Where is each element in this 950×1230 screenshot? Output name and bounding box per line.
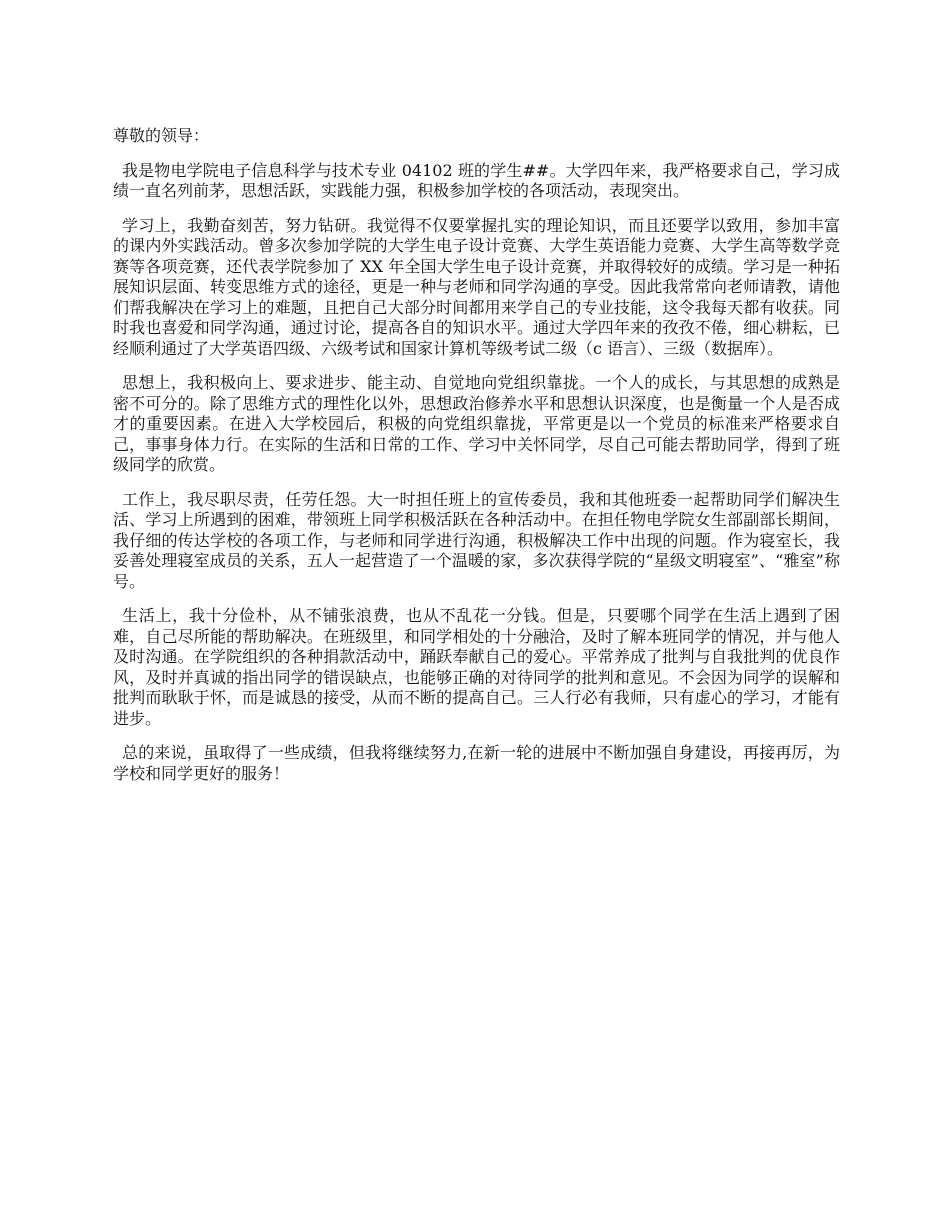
letter-body <box>113 126 840 798</box>
paragraph-ideology: 思想上，我积极向上、要求进步、能主动、自觉地向党组织靠拢。一个人的成长，与其思想的成熟是密不可分的。除了思维方式的理性化以外，思想政治修养水平和思想认识深度，也是衡量一个人是否成才的重要因素。在进入大学校园后，积极的向党组织靠拢，平常更是以一个党员的标准来严格要求自己，事事身体力行。在实际的生活和日常的工作、学习中关怀同学，尽自己可能去帮助同学，得到了班级同学的欣赏。 <box>113 373 840 474</box>
salutation: 尊敬的领导： <box>113 126 210 145</box>
paragraph-life: 生活上，我十分俭朴，从不铺张浪费，也从不乱花一分钱。但是，只要哪个同学在生活上遇到了困难，自己尽所能的帮助解决。在班级里，和同学相处的十分融洽，及时了解本班同学的情况，并与他人及时沟通。在学院组织的各种捐款活动中，踊跃奉献自己的爱心。平常养成了批判与自我批判的优良作风，及时并真诚的指出同学的错误缺点，也能够正确的对待同学的批判和意见。不会因为同学的误解和批判而耿耿于怀，而是诚恳的接受，从而不断的提高自己。三人行必有我师，只有虚心的学习，才能有进步。 <box>113 606 840 728</box>
paragraph-introduction: 我是物电学院电子信息科学与技术专业 04102 班的学生##。大学四年来，我严格要求自己，学习成绩一直名列前茅，思想活跃，实践能力强，积极参加学校的各项活动，表现突出。 <box>113 160 840 200</box>
paragraph-work: 工作上，我尽职尽责，任劳任怨。大一时担任班上的宣传委员，我和其他班委一起帮助同学们解决生活、学习上所遇到的困难，带领班上同学积极活跃在各种活动中。在担任物电学院女生部副部长期间，我仔细的传达学校的各项工作，与老师和同学进行沟通，积极解决工作中出现的问题。作为寝室长，我妥善处理寝室成员的关系，五人一起营造了一个温暖的家，多次获得学院的“星级文明寝室”、“雅室”称号。 <box>113 489 840 591</box>
paragraph-conclusion: 总的来说，虽取得了一些成绩，但我将继续努力,在新一轮的进展中不断加强自身建设，再接再厉，为学校和同学更好的服务！ <box>113 743 840 783</box>
paragraph-study: 学习上，我勤奋刻苦，努力钻研。我觉得不仅要掌握扎实的理论知识，而且还要学以致用，参加丰富的课内外实践活动。曾多次参加学院的大学生电子设计竞赛、大学生英语能力竞赛、大学生高等数学竞赛等各项竞赛，还代表学院参加了 XX 年全国大学生电子设计竞赛，并取得较好的成绩。学习是一种拓展知识层面、转变思维方式的途径，更是一种与老师和同学沟通的享受。因此我常常向老师请教，请他们帮我解决在学习上的难题，且把自己大部分时间都用来学自己的专业技能，这令我每天都有收获。同时我也喜爱和同学沟通，通过讨论，提高各自的知识水平。通过大学四年来的孜孜不倦，细心耕耘，已经顺利通过了大学英语四级、六级考试和国家计算机等级考试二级（c 语言）、三级（数据库）。 <box>113 215 840 358</box>
